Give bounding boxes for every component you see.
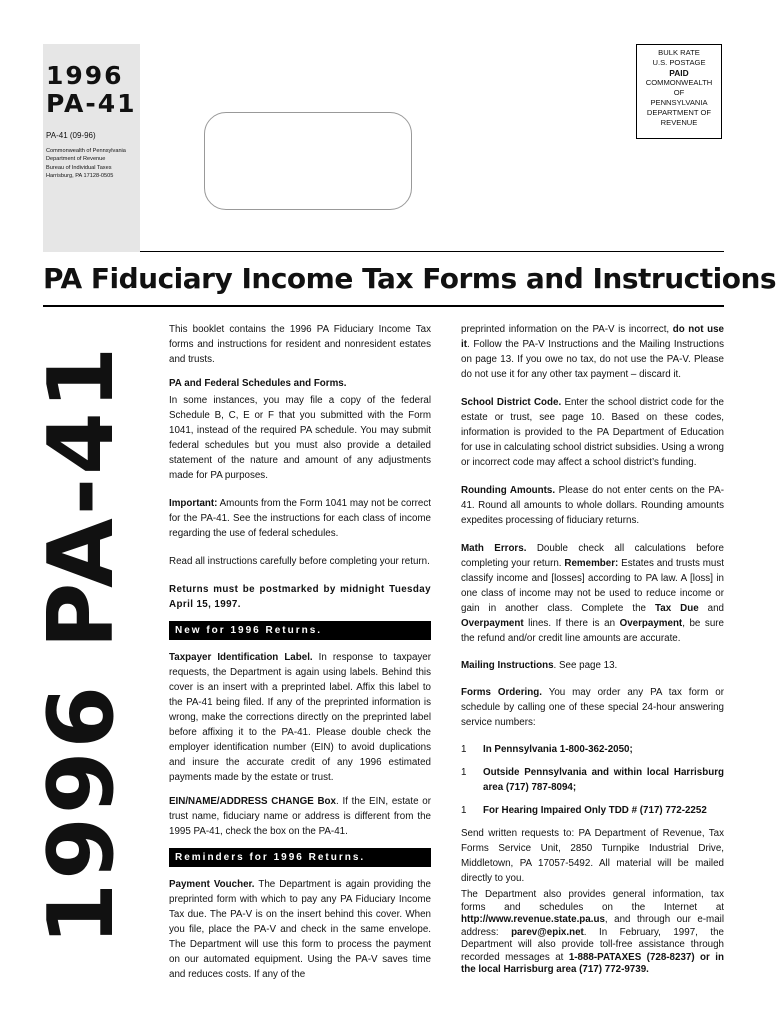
postage-paid: PAID [669, 68, 689, 78]
department-address [46, 147, 126, 181]
math-paragraph [461, 541, 724, 646]
internet-email: parev@epix.net [511, 926, 584, 938]
postage-line: COMMONWEALTH [645, 78, 713, 87]
voucher-paragraph [169, 877, 431, 982]
postage-line: DEPARTMENT OF [646, 108, 712, 117]
taxpayer-text: In response to taxpayer requests, the Department is again using labels. Behind this cover is an insert with a preprinted label. Affix this label to the PA-41 being filed. If any of the preprinted information is wrong, make the corrections directly on the preprinted label before affixing it to the PA-41. Please double check the employer identification number (EIN) to avoid duplications and insure the accurate credit of any 1996 estimated payments made by the estate or trust. [169, 652, 431, 783]
mailing-paragraph [461, 658, 724, 673]
address-line: Harrisburg, PA 17128-0505 [46, 173, 114, 180]
school-paragraph [461, 395, 724, 470]
math-text: Double check all calculations before completing your return. [461, 543, 724, 569]
ein-paragraph [169, 794, 431, 839]
math-text: lines. If there is an [523, 618, 620, 629]
math-label: Math Errors. [461, 543, 527, 554]
address-line: Department of Revenue [46, 156, 106, 163]
forms-text: You may order any PA tax form or schedule by calling one of these special 24-hour answering service numbers: [461, 687, 724, 728]
divider [43, 305, 724, 307]
page-title: PA Fiduciary Income Tax Forms and Instructions [43, 262, 776, 295]
internet-text: The Department also provides general information, tax forms and schedules on the Internet at [461, 889, 724, 913]
address-line: Commonwealth of Pennsylvania [46, 148, 126, 154]
pav-text: . Follow the PA-V Instructions and the Mailing Instructions on page 13. If you owe no tax, do not use the PA-V. Please do not use it for any other tax payment – discard it. [461, 339, 724, 380]
read-instructions: Read all instructions carefully before completing your return. [169, 556, 430, 567]
important-text: Amounts from the Form 1041 may not be correct for the PA-41. See the instructions for each class of income regarding the use of federal schedules. [169, 498, 431, 539]
form-revision: PA-41 (09-96) [46, 131, 96, 140]
taxpayer-paragraph [169, 650, 431, 785]
phone-item [461, 765, 724, 795]
voucher-text: The Department is again providing the preprinted form with which to pay any PA Fiduciary Income Tax due. The PA-V is on the insert behind this cover. When you file, place the PA-V and check in the same envelope. The Department will use this form to process the payment on our automated equipment. Using the PA-V saves time and reduces costs. If any of the [169, 879, 431, 980]
pav-bold: do not use it [461, 324, 724, 350]
math-text: and [698, 603, 725, 614]
school-label: School District Code. [461, 397, 562, 408]
ein-text: . If the EIN, estate or trust name, fiduciary name or address is different from the 1995 PA-41, check the box on the PA-41. [169, 796, 431, 837]
ein-label: EIN/NAME/ADDRESS CHANGE Box [169, 796, 336, 807]
math-text: Estates and trusts must classify income and [losses] according to PA law. A [loss] in one class of income may not be used to reduce income or gain in another class. Complete the [461, 558, 724, 614]
mailing-label: Mailing Instructions [461, 660, 554, 671]
internet-paragraph [461, 889, 724, 977]
postage-line: REVENUE [660, 118, 698, 127]
internet-text: , and through our e-mail address: [461, 914, 724, 938]
postage-line: U.S. POSTAGE [652, 58, 706, 67]
rounding-paragraph [461, 483, 724, 528]
item-number: 1 [461, 744, 467, 755]
divider [140, 251, 724, 252]
voucher-label: Payment Voucher. [169, 879, 255, 890]
item-text: In Pennsylvania 1-800-362-2050; [483, 744, 633, 755]
intro-paragraph: This booklet contains the 1996 PA Fiduciary Income Tax forms and instructions for resident and nonresident estates and trusts. [169, 324, 431, 365]
forms-paragraph [461, 685, 724, 730]
phone-item [461, 803, 724, 818]
left-column [169, 322, 431, 991]
pav-paragraph [461, 322, 724, 382]
postage-indicia [636, 44, 722, 139]
postage-line: OF [673, 88, 685, 97]
rounding-text: Please do not enter cents on the PA-41. Round all amounts to whole dollars. Rounding amounts expedites processing of fiduciary returns. [461, 485, 724, 526]
vertical-title: 1996 PA-41 [29, 343, 134, 946]
taxpayer-label: Taxpayer Identification Label. [169, 652, 313, 663]
math-text: , be sure the refund and/or credit line amounts are accurate. [461, 618, 724, 644]
phone-item [461, 742, 724, 757]
schedules-paragraph: In some instances, you may file a copy of the federal Schedule B, C, E or F that you submitted with the Form 1041, instead of the required PA schedule. You may submit federal schedules but you must also provide a detailed statement of the nature and amount of any adjustments made for PA purposes. [169, 395, 431, 481]
important-paragraph [169, 496, 431, 541]
vertical-title-wrap [29, 316, 134, 973]
address-line: Bureau of Individual Taxes [46, 164, 112, 171]
rounding-label: Rounding Amounts. [461, 485, 556, 496]
cover-year: 1996 [46, 61, 124, 90]
item-number: 1 [461, 805, 467, 816]
internet-url: http://www.revenue.state.pa.us [461, 914, 605, 925]
math-overpayment: Overpayment [461, 618, 524, 629]
mailing-text: . See page 13. [553, 660, 618, 671]
postage-line: PENNSYLVANIA [650, 98, 708, 107]
item-text: Outside Pennsylvania and within local Harrisburg area (717) 787-8094; [483, 767, 724, 793]
schedules-heading: PA and Federal Schedules and Forms. [169, 378, 347, 389]
internet-phone: 1-888-PATAXES (728-8237) or in the local Harrisburg area (717) 772-9739. [461, 951, 724, 975]
item-text: For Hearing Impaired Only TDD # (717) 772-2252 [483, 805, 707, 816]
item-number: 1 [461, 767, 467, 778]
math-taxdue: Tax Due [654, 603, 699, 614]
internet-text: . In February, 1997, the Department will also provide toll-free assistance through recorded messages at [461, 926, 724, 963]
math-remember: Remember: [564, 558, 619, 569]
postage-line: BULK RATE [658, 48, 700, 57]
important-label: Important: [169, 498, 218, 509]
cover-form-number: PA-41 [46, 89, 137, 118]
section-heading-new: New for 1996 Returns. [169, 621, 431, 640]
mailing-label-window [204, 112, 412, 210]
postmark-notice: Returns must be postmarked by midnight Tuesday April 15, 1997. [169, 584, 431, 610]
math-overpayment: Overpayment [619, 618, 683, 629]
forms-label: Forms Ordering. [461, 687, 542, 698]
send-paragraph: Send written requests to: PA Department of Revenue, Tax Forms Service Unit, 2850 Turnpike Industrial Drive, Middletown, PA 17057-5492. All material will be mailed directly to you. [461, 828, 724, 884]
pav-text: preprinted information on the PA-V is incorrect, [461, 324, 673, 335]
right-column [461, 322, 724, 986]
school-text: Enter the school district code for the estate or trust, see page 10. Based on these codes, information is provided to the PA Department of Education for use in calculating school district subsidies. Using a wrong or incorrect code may affect a school district’s funding. [461, 397, 725, 468]
section-heading-reminders: Reminders for 1996 Returns. [169, 848, 431, 867]
